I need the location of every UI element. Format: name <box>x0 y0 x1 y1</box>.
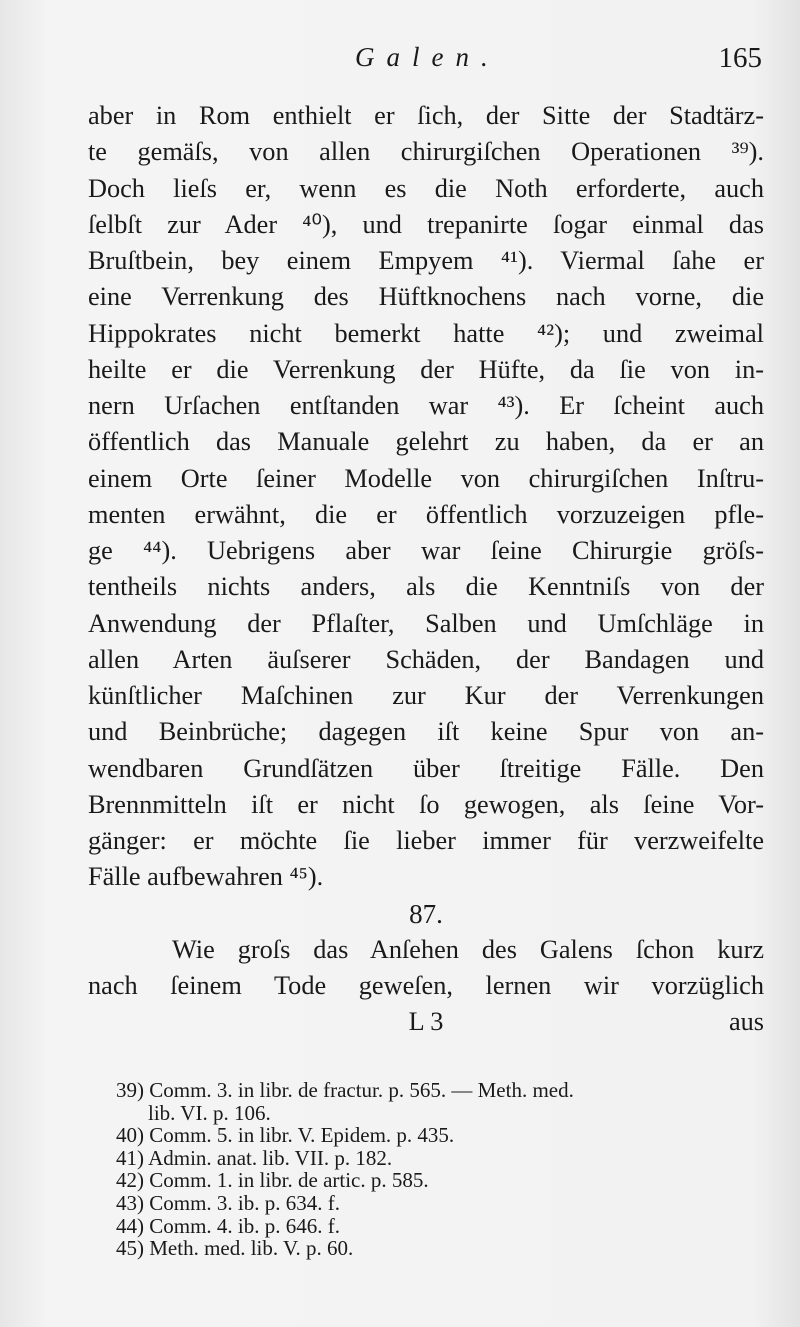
text-line: Fälle aufbewahren ⁴⁵). <box>88 862 324 892</box>
signature-line <box>88 1004 764 1040</box>
text-line: eine Verrenkung des Hüftknochens nach vorne, die <box>88 282 764 312</box>
page-number: 165 <box>718 42 762 74</box>
text-line: ge ⁴⁴). Uebrigens aber war ſeine Chirurgie gröſs- <box>88 536 764 565</box>
text-line: Bruſtbein, bey einem Empyem ⁴¹). Viermal ſahe er <box>88 246 764 275</box>
page-header <box>90 40 762 80</box>
text-line: te gemäſs, von allen chirurgiſchen Operationen ³⁹). <box>88 137 764 167</box>
text-line: Hippokrates nicht bemerkt hatte ⁴²); und zweimal <box>88 318 764 348</box>
text-line: Anwendung der Pflaſter, Salben und Umſchläge in <box>88 608 764 638</box>
text-line: öffentlich das Manuale gelehrt zu haben, da er an <box>88 427 764 457</box>
footnote: 41) Admin. anat. lib. VII. p. 182. <box>116 1145 393 1170</box>
footnote: 44) Comm. 4. ib. p. 646. f. <box>116 1213 340 1238</box>
text-line: menten erwähnt, die er öffentlich vorzuzeigen pfle- <box>88 499 764 529</box>
text-line: allen Arten äuſserer Schäden, der Bandagen und <box>88 644 764 674</box>
body-text <box>88 98 764 1041</box>
running-head: Galen. <box>355 42 500 72</box>
text-line: einem Orte ſeiner Modelle von chirurgiſchen Inſtru- <box>88 463 764 493</box>
signature-mark: L 3 <box>408 1007 444 1037</box>
footnote-continuation: lib. VI. p. 106. <box>148 1100 271 1125</box>
text-line: heilte er die Verrenkung der Hüfte, da ſie von in- <box>88 354 764 384</box>
text-line: nern Urſachen entſtanden war ⁴³). Er ſcheint auch <box>88 391 764 420</box>
text-line: Wie groſs das Anſehen des Galens ſchon kurz <box>172 934 764 964</box>
text-line: wendbaren Grundſätzen über ſtreitige Fälle. Den <box>88 753 764 783</box>
footnote: 43) Comm. 3. ib. p. 634. f. <box>116 1190 340 1215</box>
text-line: künſtlicher Maſchinen zur Kur der Verrenkungen <box>88 681 764 710</box>
catchword: aus <box>728 1007 764 1037</box>
footnote: 39) Comm. 3. in libr. de fractur. p. 565. — Meth. med. <box>116 1078 574 1102</box>
text-line: Doch lieſs er, wenn es die Noth erforderte, auch <box>88 173 764 203</box>
text-line: nach ſeinem Tode geweſen, lernen wir vorzüglich <box>88 971 764 1000</box>
footnote: 40) Comm. 5. in libr. V. Epidem. p. 435. <box>116 1123 455 1148</box>
text-line: tentheils nichts anders, als die Kenntniſs von der <box>88 572 764 602</box>
text-line: ſelbſt zur Ader ⁴⁰), und trepanirte ſogar einmal das <box>88 209 764 239</box>
footnote: 42) Comm. 1. in libr. de artic. p. 585. <box>116 1168 429 1193</box>
text-line: aber in Rom enthielt er ſich, der Sitte der Stadtärz- <box>88 101 764 130</box>
footnotes <box>116 1079 766 1260</box>
text-line: Brennmitteln iſt er nicht ſo gewogen, als ſeine Vor- <box>88 789 764 819</box>
text-line: und Beinbrüche; dagegen iſt keine Spur von an- <box>88 717 764 747</box>
section-number: 87. <box>409 898 443 929</box>
text-line: gänger: er möchte ſie lieber immer für verzweifelte <box>88 826 764 855</box>
footnote: 45) Meth. med. lib. V. p. 60. <box>116 1236 354 1261</box>
